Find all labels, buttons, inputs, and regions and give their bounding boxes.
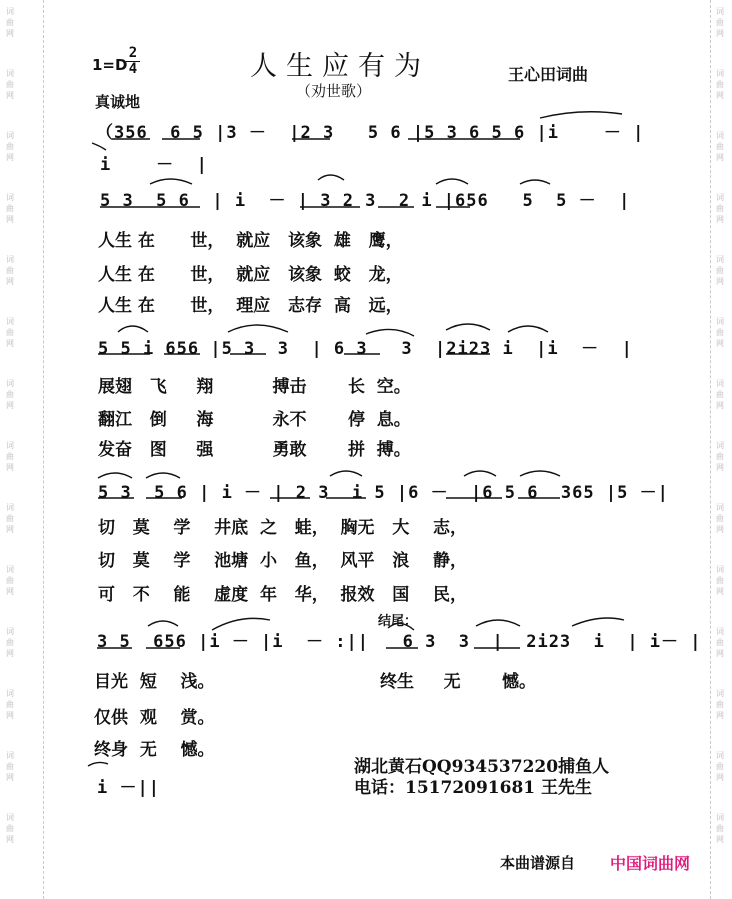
- watermark-mark: 词曲网: [6, 689, 14, 720]
- watermark-mark: 词曲网: [716, 69, 724, 100]
- slur-mark: [508, 326, 548, 332]
- key-signature: 1=D: [92, 56, 128, 74]
- watermark-mark: 词曲网: [716, 503, 724, 534]
- watermark-mark: 词曲网: [6, 627, 14, 658]
- slur-mark: [520, 180, 550, 184]
- slur-mark: [572, 618, 624, 626]
- watermark-mark: 词曲网: [6, 255, 14, 286]
- watermark-mark: 词曲网: [716, 627, 724, 658]
- slur-mark: [98, 473, 132, 478]
- time-signature-bottom: 4: [128, 61, 138, 77]
- time-signature-top: 2: [128, 45, 138, 61]
- slur-mark: [446, 324, 490, 330]
- credit-line-1: 湖北黄石QQ934537220捕鱼人: [354, 757, 610, 777]
- lyric-line: 切 莫 学 井底 之 蛙， 胸无 大 志，: [98, 518, 467, 538]
- ending-label: 结尾：: [378, 614, 418, 629]
- source-label: 本曲谱源自: [500, 854, 576, 872]
- score-line-5: 5 3 5 6 | i － | 2 3 i 5 |6 － |6 5 6 365 |5 －|: [98, 483, 669, 503]
- slur-mark: [148, 621, 178, 626]
- watermark-mark: 词曲网: [6, 69, 14, 100]
- lyric-line: 可 不 能 虚度 年 华， 报效 国 民，: [98, 585, 467, 605]
- expression-mark: 真诚地: [95, 93, 141, 111]
- slur-mark: [118, 326, 148, 332]
- slur-mark: [436, 179, 468, 184]
- score-line-4: 5 5 i 656 |5 3 3 | 6 3 3 |2i23 i |i － |: [98, 339, 633, 359]
- lyric-line: 展翅 飞 翔 搏击 长 空。: [98, 377, 411, 397]
- watermark-mark: 词曲网: [6, 813, 14, 844]
- watermark-mark: 词曲网: [716, 255, 724, 286]
- lyric-line: 仅供 观 赏。: [94, 708, 215, 728]
- credit-line-2: 电话：15172091681 王先生: [354, 778, 593, 798]
- watermark-mark: 词曲网: [6, 131, 14, 162]
- lyric-line: 人生 在 世， 就应 该象 蛟 龙，: [98, 265, 403, 285]
- lyric-line: 发奋 图 强 勇敢 拼 搏。: [98, 440, 411, 460]
- watermark-mark: 词曲网: [716, 317, 724, 348]
- slur-mark: [146, 473, 180, 478]
- watermark-mark: 词曲网: [6, 441, 14, 472]
- score-line-7: i －||: [97, 778, 160, 798]
- watermark-mark: 词曲网: [716, 7, 724, 38]
- slur-mark: [318, 175, 344, 180]
- watermark-mark: 词曲网: [6, 751, 14, 782]
- lyric-line: 翻江 倒 海 永不 停 息。: [98, 410, 411, 430]
- score-line-6: 3 5 656 |i － |i － :|| 6 3 3 | 2i23 i | i－ |: [97, 632, 702, 652]
- slur-mark: [388, 623, 414, 630]
- score-line-2: i － |: [100, 155, 208, 175]
- watermark-mark: 词曲网: [6, 193, 14, 224]
- slur-mark: [476, 620, 520, 626]
- watermark-mark: 词曲网: [6, 317, 14, 348]
- song-subtitle: （劝世歌）: [296, 82, 372, 100]
- score-line-3: 5 3 5 6 | i － | 3 2 3 2 i |656 5 5 － |: [100, 191, 631, 211]
- watermark-mark: 词曲网: [6, 7, 14, 38]
- slur-mark: [330, 471, 362, 476]
- slur-mark: [540, 112, 622, 118]
- slur-mark: [228, 325, 288, 332]
- watermark-mark: 词曲网: [716, 689, 724, 720]
- score-line-1: （356 6 5 |3 － |2 3 5 6 |5 3 6 5 6 |i － |: [96, 123, 645, 143]
- slur-mark: [520, 471, 560, 476]
- composer-credit: 王心田词曲: [508, 65, 589, 84]
- lyric-line: 目光 短 浅。: [94, 672, 215, 692]
- lyric-line: 人生 在 世， 理应 志存 高 远，: [98, 296, 403, 316]
- lyric-line: 人生 在 世， 就应 该象 雄 鹰，: [98, 231, 403, 251]
- watermark-mark: 词曲网: [716, 813, 724, 844]
- watermark-mark: 词曲网: [6, 503, 14, 534]
- site-name-link[interactable]: 中国词曲网: [610, 854, 691, 873]
- song-title: 人生应有为: [250, 51, 430, 82]
- watermark-mark: 词曲网: [716, 441, 724, 472]
- slur-mark: [212, 618, 270, 630]
- watermark-mark: 词曲网: [716, 379, 724, 410]
- watermark-mark: 词曲网: [716, 751, 724, 782]
- slur-mark: [92, 143, 106, 150]
- lyric-line: 终身 无 憾。: [94, 740, 215, 760]
- slur-mark: [150, 179, 192, 184]
- watermark-mark: 词曲网: [6, 565, 14, 596]
- ending-lyric: 终生 无 憾。: [380, 672, 537, 692]
- slur-mark: [88, 762, 108, 766]
- lyric-line: 切 莫 学 池塘 小 鱼， 风平 浪 静，: [98, 551, 467, 571]
- watermark-mark: 词曲网: [716, 131, 724, 162]
- watermark-mark: 词曲网: [716, 565, 724, 596]
- watermark-mark: 词曲网: [716, 193, 724, 224]
- watermark-mark: 词曲网: [6, 379, 14, 410]
- slur-mark: [366, 329, 414, 336]
- slur-mark: [464, 471, 496, 476]
